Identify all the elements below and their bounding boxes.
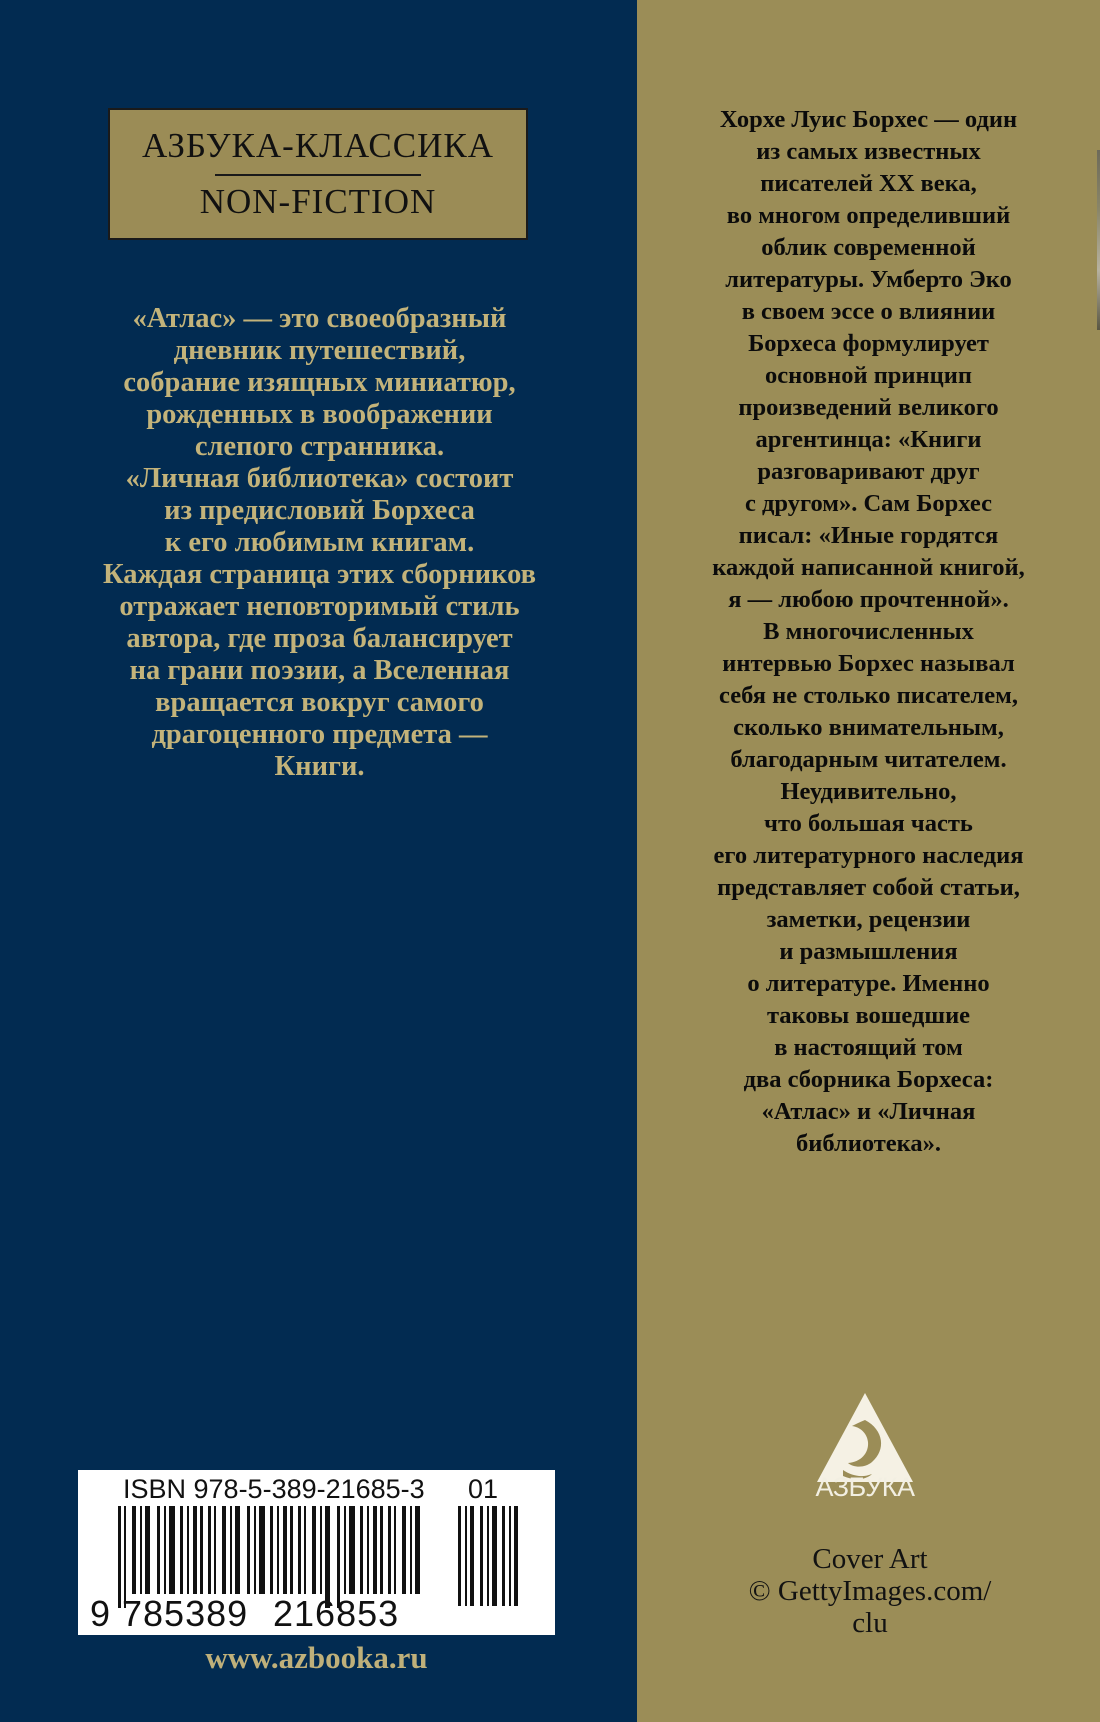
barcode-bar: [458, 1506, 461, 1606]
barcode-bar: [208, 1506, 211, 1594]
barcode-digits-right: 216853: [273, 1593, 400, 1634]
barcode-bar: [145, 1506, 150, 1594]
right-blurb-line: во многом определивший: [726, 202, 1011, 229]
barcode-bar: [132, 1506, 136, 1594]
barcode-bar: [235, 1506, 240, 1594]
left-blurb-line: собрание изящных миниатюр,: [123, 367, 516, 398]
publisher-logo-text: АЗБУКА: [815, 1472, 915, 1502]
barcode-bar: [169, 1506, 175, 1594]
barcode-bar: [254, 1506, 256, 1594]
left-blurb-line: из предисловий Борхеса: [164, 495, 475, 526]
barcode-bar: [410, 1506, 412, 1594]
barcode-bar: [349, 1506, 355, 1594]
barcode-bar: [320, 1506, 322, 1594]
left-blurb-line: «Личная библиотека» состоит: [125, 463, 514, 494]
barcode-bar: [230, 1506, 232, 1594]
barcode-bar: [360, 1506, 363, 1594]
right-blurb-line: каждой написанной книгой,: [712, 554, 1025, 581]
barcode-bar: [492, 1506, 497, 1606]
barcode-bar: [480, 1506, 483, 1606]
right-blurb: [637, 104, 1100, 1160]
isbn-number: ISBN 978-5-389-21685-3: [123, 1474, 425, 1504]
right-blurb-line: В многочисленных: [763, 618, 974, 645]
barcode-bar: [164, 1506, 166, 1594]
barcode-bar: [394, 1506, 396, 1594]
barcode-bar: [270, 1506, 273, 1594]
right-blurb-line: Хорхе Луис Борхес — один: [719, 106, 1018, 133]
right-blurb-line: в своем эссе о влиянии: [741, 298, 996, 325]
left-blurb-line: автора, где проза балансирует: [126, 623, 513, 654]
right-blurb-line: произведений великого: [738, 394, 999, 421]
barcode-bar: [290, 1506, 293, 1594]
right-blurb-line: Неудивительно,: [780, 778, 957, 805]
isbn-barcode: [78, 1470, 555, 1635]
right-blurb-line: интервью Борхес называл: [722, 650, 1015, 677]
barcode-bar: [304, 1506, 306, 1594]
series-label: [108, 108, 528, 240]
barcode-bar: [502, 1506, 505, 1606]
credit-line: © GettyImages.com/: [748, 1575, 992, 1607]
barcode-bar: [380, 1506, 383, 1594]
credit-line: Cover Art: [812, 1543, 928, 1575]
right-blurb-line: писателей XX века,: [760, 170, 977, 197]
left-blurb-line: рожденных в воображении: [146, 399, 493, 430]
right-blurb-line: таковы вошедшие: [766, 1002, 971, 1029]
barcode-bar: [487, 1506, 489, 1606]
barcode-bar: [367, 1506, 369, 1594]
barcode-bar: [187, 1506, 189, 1594]
right-blurb-line: сколько внимательным,: [733, 714, 1004, 741]
barcode-bar: [415, 1506, 420, 1594]
barcode-bar: [140, 1506, 142, 1594]
series-subtitle: NON-FICTION: [199, 182, 437, 221]
right-blurb-line: в настоящий том: [774, 1034, 963, 1061]
right-blurb-line: заметки, рецензии: [766, 906, 971, 933]
barcode-bar: [277, 1506, 279, 1594]
right-blurb-line: представляет собой статьи,: [717, 874, 1020, 901]
right-blurb-line: я — любою прочтенной».: [728, 586, 1009, 613]
barcode-bar: [222, 1506, 226, 1594]
left-blurb-line: на грани поэзии, а Вселенная: [129, 655, 510, 686]
right-blurb-line: благодарным читателем.: [730, 746, 1007, 773]
right-blurb-line: писал: «Иные гордятся: [738, 522, 999, 549]
left-blurb-line: дневник путешествий,: [173, 335, 466, 366]
right-blurb-line: аргентинца: «Книги: [755, 426, 982, 453]
right-blurb-line: два сборника Борхеса:: [743, 1066, 994, 1093]
left-blurb-line: драгоценного предмета —: [151, 719, 488, 750]
right-blurb-line: и размышления: [779, 938, 958, 965]
left-blurb-line: «Атлас» — это своеобразный: [132, 303, 507, 334]
barcode-bar: [344, 1506, 346, 1594]
right-blurb-line: библиотека».: [795, 1130, 942, 1157]
right-blurb-line: «Атлас» и «Личная: [761, 1098, 976, 1125]
right-blurb-line: основной принцип: [764, 362, 973, 389]
series-title: АЗБУКА-КЛАССИКА: [141, 126, 495, 165]
left-blurb-line: отражает неповторимый стиль: [119, 591, 520, 622]
barcode-bar: [402, 1506, 406, 1594]
left-blurb-line: слепого странника.: [194, 431, 445, 462]
barcode-bar: [283, 1506, 287, 1594]
barcode-bar: [514, 1506, 518, 1606]
barcode-bar: [470, 1506, 474, 1606]
left-blurb-line: вращается вокруг самого: [155, 687, 484, 718]
series-divider: [215, 174, 421, 176]
left-blurb-line: Книги.: [274, 751, 365, 782]
right-blurb-line: о литературе. Именно: [747, 970, 990, 997]
right-blurb-line: с другом». Сам Борхес: [745, 490, 992, 517]
barcode-bar: [373, 1506, 377, 1594]
barcode-bar: [214, 1506, 216, 1594]
barcode-bar: [118, 1506, 121, 1608]
barcode-digits-left: 785389: [122, 1593, 249, 1634]
isbn-addon: 01: [468, 1474, 499, 1504]
right-blurb-line: литературы. Умберто Эко: [725, 266, 1012, 293]
barcode-bar: [180, 1506, 183, 1594]
credit-line: clu: [852, 1607, 888, 1639]
barcode-bar: [509, 1506, 511, 1606]
barcode-bar: [193, 1506, 197, 1594]
barcode-bar: [465, 1506, 467, 1606]
right-blurb-line: его литературного наследия: [713, 842, 1024, 869]
right-blurb-line: из самых известных: [756, 138, 981, 165]
left-blurb-line: к его любимым книгам.: [164, 527, 475, 558]
barcode-digit-first: 9: [90, 1593, 111, 1634]
publisher-website: www.azbooka.ru: [205, 1640, 428, 1675]
barcode-bar: [388, 1506, 391, 1594]
left-blurb: [62, 303, 577, 783]
left-blurb-line: Каждая страница этих сборников: [102, 559, 537, 590]
right-blurb-line: разговаривают друг: [757, 458, 980, 485]
barcode-bar: [259, 1506, 265, 1594]
barcode-bar: [312, 1506, 316, 1594]
barcode-bar: [247, 1506, 250, 1594]
right-blurb-line: Борхеса формулирует: [748, 330, 989, 357]
cover-art-credit: [700, 1543, 1040, 1639]
right-blurb-line: облик современной: [761, 234, 976, 261]
right-blurb-line: себя не столько писателем,: [719, 682, 1018, 709]
barcode-bar: [298, 1506, 301, 1594]
barcode-bar: [200, 1506, 203, 1594]
barcode-bar: [157, 1506, 160, 1594]
right-blurb-line: что большая часть: [764, 810, 973, 837]
